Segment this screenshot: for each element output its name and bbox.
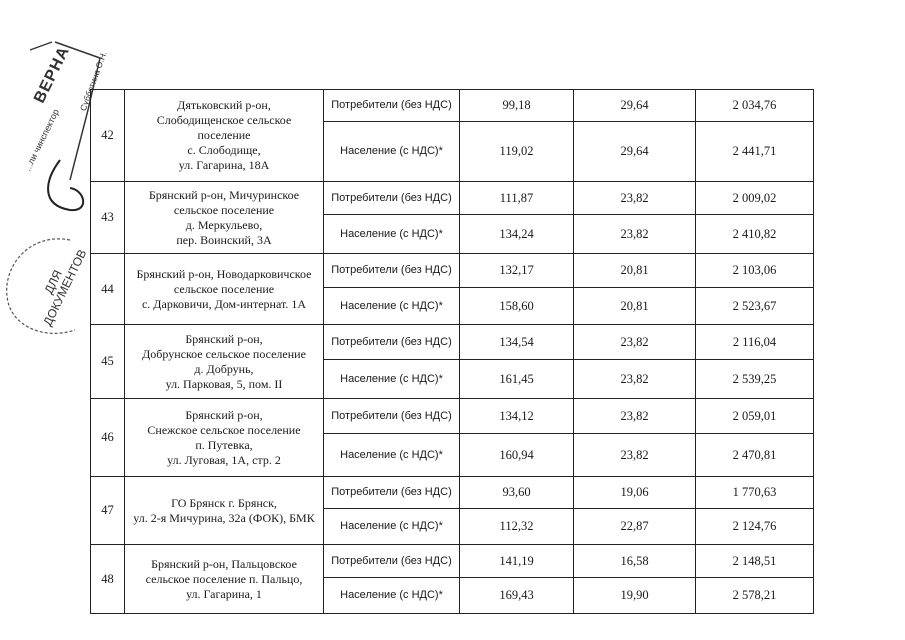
value-cell-3: 1 770,63 [696, 477, 814, 509]
value-cell-2: 29,64 [574, 122, 696, 182]
stamp-inspector-text: ...ли чинспектор [22, 107, 61, 173]
value-cell-2: 20,81 [574, 254, 696, 288]
row-number: 46 [91, 399, 125, 477]
row-number: 44 [91, 254, 125, 325]
stamp-for-documents-text: ДЛЯ ДОКУМЕНТОВ [40, 247, 90, 329]
stamp-signer-name: Субботина О.Н. [77, 49, 109, 113]
address-cell: Брянский р-он, Новодарковичское сельское поселение с. Дарковичи, Дом-интернат. 1А [125, 254, 324, 325]
value-cell-2: 16,58 [574, 545, 696, 578]
row-number: 43 [91, 182, 125, 254]
address-cell: Брянский р-он, Мичуринское сельское поселение д. Меркульево, пер. Воинский, 3А [125, 182, 324, 254]
value-cell-2: 23,82 [574, 182, 696, 215]
value-cell-1: 160,94 [460, 434, 574, 477]
consumer-type-cell: Население (с НДС)* [324, 215, 460, 254]
consumer-type-cell: Население (с НДС)* [324, 122, 460, 182]
consumer-type-cell: Население (с НДС)* [324, 360, 460, 399]
table-row [91, 477, 814, 509]
row-number: 48 [91, 545, 125, 614]
value-cell-3: 2 441,71 [696, 122, 814, 182]
value-cell-3: 2 470,81 [696, 434, 814, 477]
value-cell-1: 112,32 [460, 509, 574, 545]
value-cell-1: 141,19 [460, 545, 574, 578]
table-row [91, 545, 814, 578]
table-row [91, 90, 814, 122]
tariff-table [90, 89, 814, 614]
value-cell-2: 23,82 [574, 215, 696, 254]
value-cell-3: 2 103,06 [696, 254, 814, 288]
table-row [91, 182, 814, 215]
value-cell-2: 23,82 [574, 399, 696, 434]
value-cell-3: 2 124,76 [696, 509, 814, 545]
value-cell-2: 23,82 [574, 434, 696, 477]
value-cell-3: 2 009,02 [696, 182, 814, 215]
consumer-type-cell: Потребители (без НДС) [324, 545, 460, 578]
value-cell-2: 23,82 [574, 360, 696, 399]
tariff-table-body [91, 90, 814, 614]
value-cell-3: 2 116,04 [696, 325, 814, 360]
value-cell-3: 2 059,01 [696, 399, 814, 434]
value-cell-1: 99,18 [460, 90, 574, 122]
table-row [91, 325, 814, 360]
value-cell-2: 22,87 [574, 509, 696, 545]
consumer-type-cell: Потребители (без НДС) [324, 254, 460, 288]
value-cell-3: 2 539,25 [696, 360, 814, 399]
value-cell-2: 19,90 [574, 578, 696, 614]
consumer-type-cell: Потребители (без НДС) [324, 90, 460, 122]
value-cell-1: 134,54 [460, 325, 574, 360]
address-cell: Брянский р-он, Снежское сельское поселение п. Путевка, ул. Луговая, 1А, стр. 2 [125, 399, 324, 477]
stamp-verna-text: ВЕРНА [31, 43, 74, 106]
value-cell-1: 93,60 [460, 477, 574, 509]
value-cell-1: 111,87 [460, 182, 574, 215]
value-cell-1: 158,60 [460, 288, 574, 325]
consumer-type-cell: Население (с НДС)* [324, 288, 460, 325]
table-row [91, 254, 814, 288]
value-cell-1: 169,43 [460, 578, 574, 614]
value-cell-1: 134,24 [460, 215, 574, 254]
value-cell-1: 161,45 [460, 360, 574, 399]
row-number: 42 [91, 90, 125, 182]
table-row [91, 399, 814, 434]
consumer-type-cell: Население (с НДС)* [324, 509, 460, 545]
address-cell: ГО Брянск г. Брянск, ул. 2-я Мичурина, 32а (ФОК), БМК [125, 477, 324, 545]
value-cell-3: 2 410,82 [696, 215, 814, 254]
row-number: 47 [91, 477, 125, 545]
consumer-type-cell: Потребители (без НДС) [324, 182, 460, 215]
consumer-type-cell: Потребители (без НДС) [324, 477, 460, 509]
value-cell-3: 2 148,51 [696, 545, 814, 578]
value-cell-1: 132,17 [460, 254, 574, 288]
value-cell-3: 2 034,76 [696, 90, 814, 122]
value-cell-2: 19,06 [574, 477, 696, 509]
value-cell-3: 2 578,21 [696, 578, 814, 614]
address-cell: Дятьковский р-он, Слободищенское сельское поселение с. Слободище, ул. Гагарина, 18А [125, 90, 324, 182]
value-cell-1: 134,12 [460, 399, 574, 434]
consumer-type-cell: Население (с НДС)* [324, 434, 460, 477]
address-cell: Брянский р-он, Добрунское сельское поселение д. Добрунь, ул. Парковая, 5, пом. II [125, 325, 324, 399]
row-number: 45 [91, 325, 125, 399]
value-cell-2: 20,81 [574, 288, 696, 325]
consumer-type-cell: Потребители (без НДС) [324, 399, 460, 434]
value-cell-2: 29,64 [574, 90, 696, 122]
consumer-type-cell: Потребители (без НДС) [324, 325, 460, 360]
value-cell-2: 23,82 [574, 325, 696, 360]
value-cell-3: 2 523,67 [696, 288, 814, 325]
value-cell-1: 119,02 [460, 122, 574, 182]
consumer-type-cell: Население (с НДС)* [324, 578, 460, 614]
address-cell: Брянский р-он, Пальцовское сельское поселение п. Пальцо, ул. Гагарина, 1 [125, 545, 324, 614]
